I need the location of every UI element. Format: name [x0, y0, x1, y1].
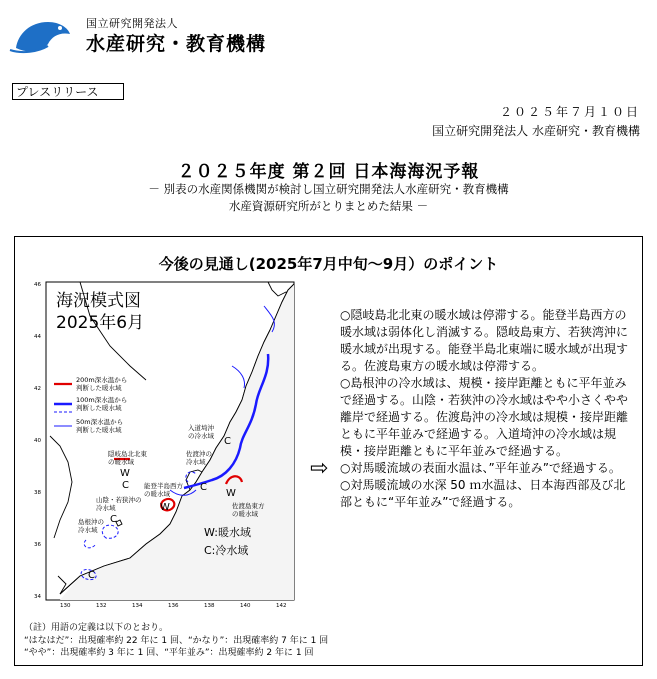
label-sanin-1: 山陰・若狭沖の — [96, 496, 142, 504]
label-sadoe-2: の暖水域 — [232, 510, 258, 518]
legend-200m-line1: 200m深水温から — [76, 376, 128, 384]
outlook-points — [340, 307, 635, 511]
legend-200m-line2: 判断した暖水域 — [76, 384, 122, 392]
label-nyudo-2: の冷水域 — [188, 432, 214, 440]
label-sadoe-1: 佐渡島東方 — [232, 502, 265, 510]
x-tick-136: 136 — [168, 603, 179, 609]
legend-100m-line2: 判断した暖水域 — [76, 404, 122, 412]
note-line-3: “やや”：出現確率約 3 年に 1 回、“平年並み”：出現確率約 2 年に 1 回 — [24, 648, 314, 658]
legend-100m-line1: 100m深水温から — [76, 396, 128, 404]
letter-w-sado: W — [226, 488, 236, 499]
document-title: ２０２５年度 第２回 日本海海況予報 — [177, 162, 480, 182]
legend-50m-line2: 判断した暖水域 — [76, 426, 122, 434]
letter-w-noto: W — [160, 502, 170, 513]
y-tick-42: 42 — [34, 386, 41, 392]
fra-logo-icon — [8, 14, 78, 54]
point-surface-temp: ○対馬暖流域の表面水温は、”平年並み”で経過する。 — [340, 461, 621, 475]
label-notow-2: の暖水域 — [144, 490, 170, 498]
letter-c-shimane: C — [88, 570, 95, 581]
ocean-condition-map — [20, 276, 302, 610]
subtitle-line-2: 水産資源研究所がとりまとめた結果 － — [228, 199, 429, 213]
x-tick-130: 130 — [60, 603, 71, 609]
note-line-2: “はなはだ”：出現確率約 22 年に 1 回、“かなり”：出現確率約 7 年に 1 回 — [24, 635, 329, 646]
legend-50m-line1: 50m深水温から — [76, 418, 124, 426]
label-sanin-2: 冷水域 — [96, 504, 116, 512]
letter-c-sanin: C — [110, 514, 117, 525]
y-tick-44: 44 — [34, 334, 41, 340]
letter-c-oki: C — [122, 480, 129, 491]
y-tick-38: 38 — [34, 490, 41, 496]
y-tick-46: 46 — [34, 282, 41, 288]
label-sado-2: 冷水域 — [186, 458, 206, 466]
press-release-label: プレスリリース — [12, 83, 124, 100]
label-oki-1: 隠岐島北北東 — [108, 450, 147, 458]
map-title-line2: 2025年6月 — [56, 313, 145, 333]
release-date: ２０２５年７月１０日 — [499, 105, 640, 119]
x-tick-138: 138 — [204, 603, 215, 609]
label-sado-1: 佐渡沖の — [186, 450, 212, 458]
letter-c-sado: C — [200, 482, 207, 493]
label-shimane-1: 島根沖の — [78, 518, 104, 526]
letter-w-oki: W — [120, 468, 130, 479]
term-definition-note — [24, 622, 328, 660]
point-50m-temp: ○対馬暖流域の水深 50 ｍ水温は、日本海西部及び北部ともに“平年並み”で経過する。 — [340, 478, 626, 509]
label-nyudo-1: 入道埼沖 — [188, 424, 214, 432]
y-tick-40: 40 — [34, 438, 41, 444]
label-notow-1: 能登半島西方 — [144, 482, 183, 490]
point-cold-areas: ○島根沖の冷水域は、規模・接岸距離ともに平年並みで経過する。山陰・若狭沖の冷水域はやや小さくやや離岸で経過する。佐渡島沖の冷水域は規模・接岸距離ともに平年並みで経過する。入道埼沖の冷水域は規模・接岸距離ともに平年並みで経過する。 — [340, 376, 629, 458]
y-tick-34: 34 — [34, 594, 41, 600]
issuer-name: 国立研究開発法人 水産研究・教育機構 — [432, 124, 640, 138]
right-arrow-icon: ⇨ — [310, 456, 329, 481]
outlook-title: 今後の見通し(2025年7月中旬～9月）のポイント — [158, 255, 499, 273]
x-tick-134: 134 — [132, 603, 143, 609]
key-cold: C:冷水域 — [204, 544, 249, 557]
subtitle-line-1: － 別表の水産関係機関が検討し国立研究開発法人水産研究・教育機構 — [148, 182, 509, 196]
x-tick-132: 132 — [96, 603, 107, 609]
x-tick-140: 140 — [240, 603, 251, 609]
y-tick-36: 36 — [34, 542, 41, 548]
note-line-1: （註）用語の定義は以下のとおり。 — [24, 623, 169, 633]
point-warm-areas: ○隠岐島北北東の暖水域は停滞する。能登半島西方の暖水域は弱体化し消滅する。隠岐島東方、若狭湾沖に暖水域が出現する。能登半島北東端に暖水域が出現する。佐渡島東方の暖水域は停滞する。 — [340, 308, 629, 373]
letter-c-nyudo: C — [224, 436, 231, 447]
map-title-line1: 海況模式図 — [56, 291, 141, 311]
x-tick-142: 142 — [276, 603, 287, 609]
label-shimane-2: 冷水域 — [78, 526, 98, 534]
key-warm: W:暖水域 — [204, 526, 251, 539]
label-oki-2: の暖水域 — [108, 458, 134, 466]
org-type-label: 国立研究開発法人 — [86, 17, 178, 30]
org-name: 水産研究・教育機構 — [86, 33, 267, 55]
